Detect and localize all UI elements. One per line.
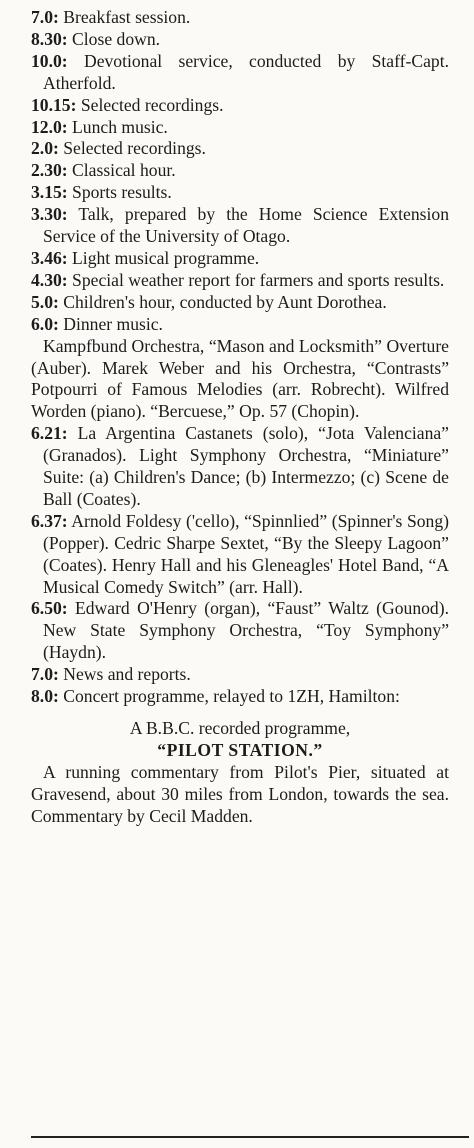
bbc-recorded-line: A B.B.C. recorded programme, xyxy=(129,718,351,738)
entry-time: 6.37: xyxy=(31,510,68,531)
entry-time: 4.30: xyxy=(31,269,68,290)
entry-time: 6.21: xyxy=(31,423,68,444)
programme-entry xyxy=(31,182,449,204)
entry-text: Arnold Foldesy ('cello), “Spinnlied” (Spinner's Song) (Popper). Cedric Sharpe Sextet, “By the Sleepy Lagoon” (Coates). Henry Hall and his Gleneagles' Hotel Band, “A Musical Comedy Switch” (arr. Hall). xyxy=(43,510,449,597)
programme-entry xyxy=(31,204,449,248)
entry-text: Breakfast session. xyxy=(58,7,191,27)
programme-title: “PILOT STATION.” xyxy=(157,739,323,760)
entry-text: Devotional service, conducted by Staff-Capt. Atherfold. xyxy=(43,50,449,93)
entry-time: 8.30: xyxy=(31,28,68,49)
programme-entry xyxy=(31,51,449,95)
programme-entry xyxy=(31,29,449,51)
entry-text: Light musical programme. xyxy=(67,247,260,268)
programme-entry xyxy=(31,160,449,182)
programme-entry xyxy=(31,423,449,511)
entry-time: 6.50: xyxy=(31,598,68,619)
programme-entry xyxy=(31,686,449,708)
programme-entry xyxy=(31,248,449,270)
bottom-rule xyxy=(31,1136,469,1138)
programme-entry xyxy=(31,7,449,29)
programme-entry xyxy=(31,95,449,117)
entry-time: 3.15: xyxy=(31,182,68,203)
entry-text: Sports results. xyxy=(67,182,172,203)
programme-entry xyxy=(31,664,449,686)
entry-time: 7.0: xyxy=(31,664,59,685)
entry-text: Lunch music. xyxy=(67,116,168,137)
radio-programme-column xyxy=(31,7,449,828)
entry-text: News and reports. xyxy=(58,664,191,685)
dinner-music-details: Kampfbund Orchestra, “Mason and Locksmith” Overture (Auber). Marek Weber and his Orchestra, “Contrasts” Potpourri of Famous Melodies (arr. Robrecht). Wilfred Worden (piano). “Bercuese,” Op. 57 (Chopin). xyxy=(31,335,449,422)
entry-time: 3.46: xyxy=(31,247,68,268)
programme-entry xyxy=(31,270,449,292)
entry-time: 6.0: xyxy=(31,313,59,334)
entry-text: Children's hour, conducted by Aunt Dorothea. xyxy=(58,291,387,312)
entry-time: 2.0: xyxy=(31,138,59,159)
entry-text: Selected recordings. xyxy=(76,94,224,115)
entry-time: 3.30: xyxy=(31,204,68,225)
entry-time: 5.0: xyxy=(31,291,59,312)
entry-time: 10.0: xyxy=(31,50,68,71)
programme-entry xyxy=(31,138,449,160)
entry-time: 7.0: xyxy=(31,7,59,27)
programme-entry xyxy=(31,314,449,336)
entry-text: Special weather report for farmers and sports results. xyxy=(67,269,445,290)
programme-entry xyxy=(31,292,449,314)
entry-text: Edward O'Henry (organ), “Faust” Waltz (Gounod). New State Symphony Orchestra, “Toy Symphony” (Haydn). xyxy=(43,598,449,663)
entry-time: 10.15: xyxy=(31,94,77,115)
programme-entry xyxy=(31,598,449,664)
programme-entry xyxy=(31,511,449,599)
entry-text: Talk, prepared by the Home Science Extension Service of the University of Otago. xyxy=(43,204,449,247)
entry-text: La Argentina Castanets (solo), “Jota Valenciana” (Granados). Light Symphony Orchestra, “Miniature” Suite: (a) Children's Dance; (b) Intermezzo; (c) Scene de Ball (Coates). xyxy=(43,423,449,509)
entry-text: Close down. xyxy=(67,28,161,49)
entry-time: 12.0: xyxy=(31,116,68,137)
entry-text: Classical hour. xyxy=(67,160,176,181)
entry-time: 2.30: xyxy=(31,160,68,181)
entry-text: Dinner music. xyxy=(58,313,163,334)
entry-text: Concert programme, relayed to 1ZH, Hamilton: xyxy=(58,686,400,707)
entry-time: 8.0: xyxy=(31,686,59,707)
programme-entry xyxy=(31,117,449,139)
entry-text: Selected recordings. xyxy=(58,138,206,159)
commentary-details: A running commentary from Pilot's Pier, situated at Gravesend, about 30 miles from London, towards the sea. Commentary by Cecil Madden. xyxy=(31,761,449,826)
